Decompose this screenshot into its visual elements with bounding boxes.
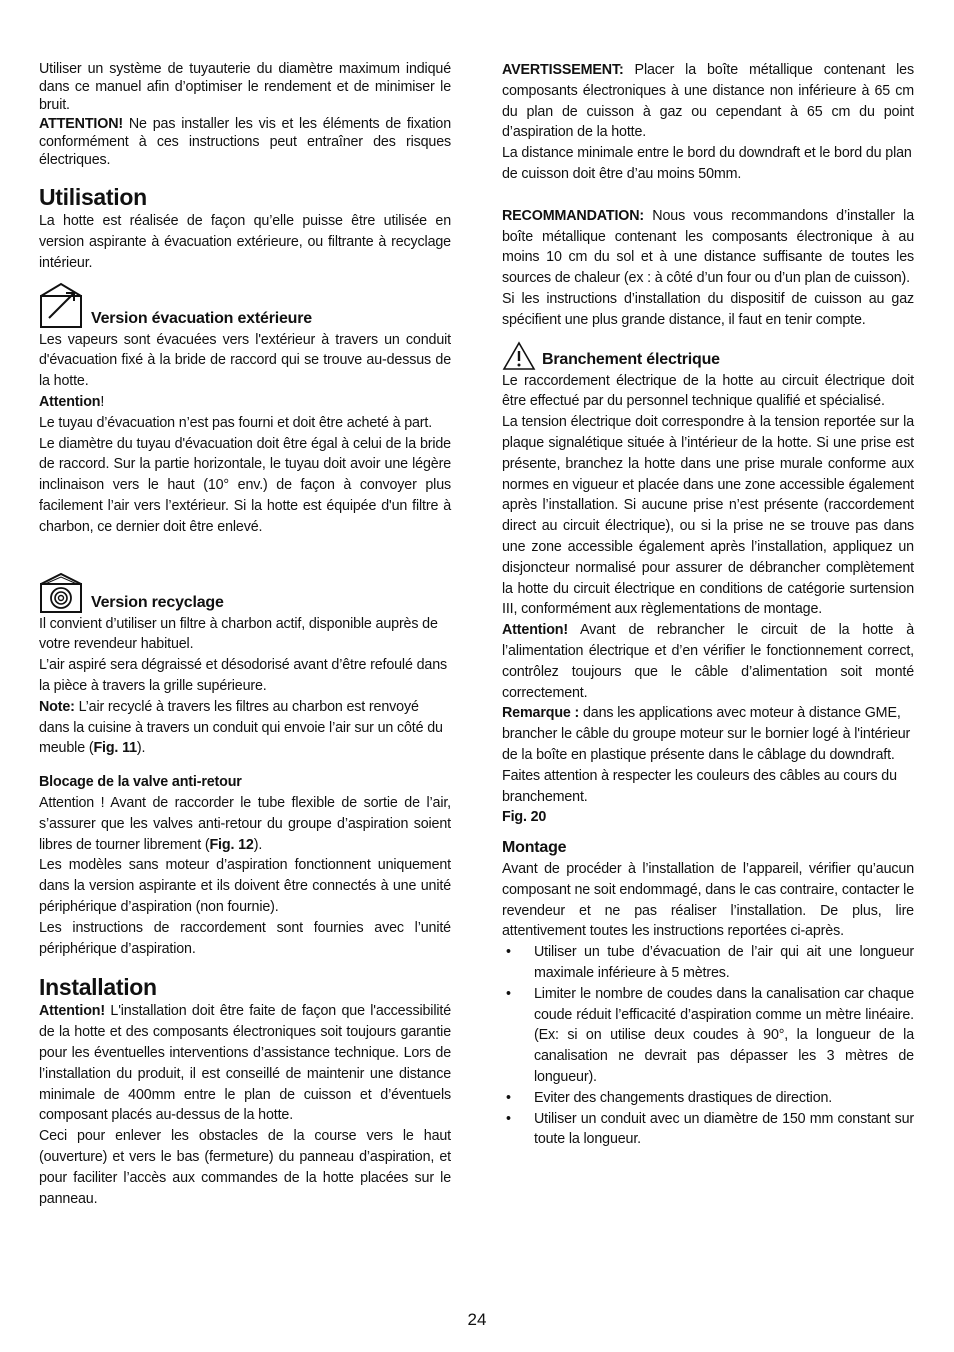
recyclage-paragraph-2: L’air aspiré sera dégraissé et désodorisé avant d’être refoulé dans la pièce à travers la grille supérieure. (39, 657, 447, 694)
intro-attention (39, 115, 451, 170)
subsection-title-blocage: Blocage de la valve anti-retour (39, 774, 242, 791)
section-title-utilisation: Utilisation (39, 184, 147, 211)
montage-list (502, 942, 914, 1150)
remarque-text: dans les applications avec moteur à distance GME, brancher le câble du groupe moteur sur le bornier logé à l'intérieur de la boîte en plastique présente dans le câblage du downdraft. Faites attention à respecter les couleurs des câbles au cours du branchement. (502, 705, 911, 805)
figure-reference: Fig. 12 (209, 836, 254, 853)
house-exhaust-icon (39, 282, 85, 330)
avertissement-label: AVERTISSEMENT: (502, 62, 624, 78)
bullet: • (506, 1110, 511, 1127)
bullet: • (506, 944, 511, 961)
installation-paragraph-2: Ceci pour enlever les obstacles de la course vers le haut (ouverture) et vers le bas (fermeture) du panneau d’aspiration, et pour faciliter l’accès aux commandes de la hotte placées sur le panneau. (39, 1128, 451, 1207)
bullet: • (506, 1089, 511, 1106)
house-recirculation-icon (39, 572, 85, 614)
attention-label: Attention! (502, 622, 568, 639)
page-number: 24 (467, 1310, 487, 1329)
recyclage-paragraph-1: Il convient d’utiliser un filtre à charbon actif, disponible auprès de votre revendeur habituel. (39, 615, 438, 653)
blocage-text: Attention ! Avant de raccorder le tube flexible de sortie de l’air, s’assurer que les valves anti-retour du groupe d’aspiration soient libres de tourner librement ( (39, 794, 451, 853)
figure-reference: Fig. 11 (93, 740, 137, 757)
avertissement-text: Placer la boîte métallique contenant les composants électroniques à une distance non inférieure à 65 cm du plan de cuisson à gaz ou cependant à 65 cm du point d’aspiration de la hotte. (502, 62, 914, 141)
right-column (502, 60, 914, 1150)
subsection-title-branchement: Branchement électrique (542, 350, 720, 368)
recyclage-heading (39, 572, 451, 614)
attention-text: Ne pas installer les vis et les éléments de fixation conformément à ces instructions peut entraîner des risques électriques. (39, 115, 451, 169)
attention-label: Attention (39, 394, 101, 410)
bullet: • (506, 985, 511, 1002)
attention-label: Attention! (39, 1003, 105, 1020)
installation-text: L'installation doit être faite de façon que l'accessibilité de la hotte et des composants électroniques soit toujours garantie pour les éventuelles interventions d’assistance technique. Lors de l’installation du produit, il est conseillé de maintenir une distance minimale de 400mm entre le plan de cuisson et d’éventuels composant placés au-dessus de la hotte. (39, 1003, 451, 1124)
note-end: ). (136, 740, 146, 757)
note-text: L’air recyclé à travers les filtres au charbon est renvoyé dans la cuisine à travers un conduit qui envoie l’air sur un côté du meuble ( (39, 698, 443, 757)
warning-triangle-icon (502, 341, 536, 371)
branchement-heading (502, 341, 914, 371)
avertissement-paragraph (502, 60, 914, 143)
left-column (39, 60, 451, 1209)
attention-label: ATTENTION! (39, 115, 124, 132)
list-item-text: Limiter le nombre de coudes dans la canalisation car chaque coude réduit l’efficacité d’aspiration comme un mètre linéaire. (Ex: si on utilise deux coudes à 90°, la longueur de la canalisation ne devrait pas dépasser les 3 mètres de longueur). (534, 985, 914, 1086)
recommandation-paragraph (502, 206, 914, 289)
list-item (502, 1088, 914, 1109)
figure-reference (502, 807, 914, 828)
branchement-paragraph-1: Le raccordement électrique de la hotte au circuit électrique doit être effectué par du personnel technique qualifié et spécialisé. (502, 372, 914, 410)
list-item-text: Utiliser un tube d’évacuation de l’air qui ait une longueur maximale inférieure à 5 mètres. (534, 944, 914, 982)
recommandation-label: RECOMMANDATION: (502, 207, 645, 224)
recyclage-note (39, 697, 451, 759)
figure-label: Fig. 20 (502, 809, 547, 826)
evacuation-heading (39, 282, 451, 330)
branchement-paragraph-2: La tension électrique doit correspondre à la tension reportée sur la plaque signalétique située à l’intérieur de la hotte. Si une prise est présente, branchez la hotte dans une prise murale conforme aux normes en vigueur et placée dans une zone accessible également après l’installation. Si aucune prise n’est présente (raccordement direct au circuit électrique), ou si la prise ne se trouve pas dans une zone accessible également après l’installation, appliquez un disjoncteur normalisé pour assurer de débrancher complètement la hotte du circuit électrique en conditions de catégorie surtension III, conformément aux règlementations de montage. (502, 414, 914, 618)
installation-paragraph-1 (39, 1001, 451, 1126)
evacuation-paragraph-1: Les vapeurs sont évacuées vers l'extérieur à travers un conduit d'évacuation fixé à la bride de raccord qui se trouve au-dessus de la hotte. (39, 331, 451, 390)
blocage-paragraph-2: Les modèles sans moteur d’aspiration fonctionnent uniquement dans la version aspirante et ils doivent être connectés à une unité périphérique d’aspiration (non fournie). (39, 857, 451, 915)
remarque-label: Remarque : (502, 705, 580, 722)
evacuation-attention (39, 392, 451, 413)
evacuation-paragraph-3: Le diamètre du tuyau d'évacuation doit être égal à celui de la bride de raccord. Sur la partie horizontale, le tuyau doit avoir une légère inclinaison vers le haut (10° env.) de façon à convoyer plus facilement l’air vers l’extérieur. Si la hotte est équipée d'un filtre à charbon, ce dernier doit être enlevé. (39, 435, 451, 535)
section-title-installation: Installation (39, 974, 157, 1001)
blocage-paragraph-3: Les instructions de raccordement sont fournies avec l’unité périphérique d’aspiration. (39, 919, 451, 957)
subsection-title-recyclage: Version recyclage (91, 593, 224, 611)
branchement-attention (502, 620, 914, 703)
evacuation-paragraph-2: Le tuyau d’évacuation n’est pas fourni et doit être acheté à part. (39, 414, 433, 431)
gaz-paragraph: Si les instructions d’installation du dispositif de cuisson au gaz spécifient une plus grande distance, il faut en tenir compte. (502, 290, 914, 328)
blocage-end: ). (253, 836, 263, 853)
attention-text: Avant de rebrancher le circuit de la hotte à l’alimentation électrique et d’en vérifier le fonctionnement correct, contrôlez toujours que le câble d’alimentation soit monté correctement. (502, 622, 914, 701)
list-item (502, 942, 914, 984)
list-item (502, 984, 914, 1088)
list-item-text: Eviter des changements drastiques de direction. (534, 1089, 833, 1106)
subsection-title-evacuation: Version évacuation extérieure (91, 309, 312, 327)
list-item-text: Utiliser un conduit avec un diamètre de 150 mm constant sur toute la longueur. (534, 1110, 914, 1148)
utilisation-paragraph: La hotte est réalisée de façon qu’elle puisse être utilisée en version aspirante à évacuation extérieure, ou filtrante à recyclage intérieur. (39, 213, 451, 271)
list-item (502, 1109, 914, 1151)
distance-paragraph: La distance minimale entre le bord du downdraft et le bord du plan de cuisson doit être d’au moins 50mm. (502, 145, 912, 182)
attention-suffix: ! (100, 394, 105, 410)
subsection-title-montage: Montage (502, 839, 567, 857)
intro-paragraph: Utiliser un système de tuyauterie du diamètre maximum indiqué dans ce manuel afin d’optimiser le rendement et de minimiser le bruit. (39, 61, 451, 114)
blocage-paragraph-1 (39, 793, 451, 855)
montage-paragraph: Avant de procéder à l’installation de l’appareil, vérifier qu’aucun composant ne soit endommagé, dans le cas contraire, contacter le revendeur et ne pas réaliser l’installation. De plus, lire attentivement toutes les instructions reportées ci-après. (502, 861, 914, 940)
note-label: Note: (39, 698, 75, 715)
recommandation-text: Nous vous recommandons d’installer la boîte métallique contenant les composants électronique à au moins 10 cm du sol et à une distance suffisante de toutes les sources de chaleur (ex : à côté d’un four ou d’un plan de cuisson). (502, 207, 914, 287)
branchement-remarque (502, 703, 914, 807)
